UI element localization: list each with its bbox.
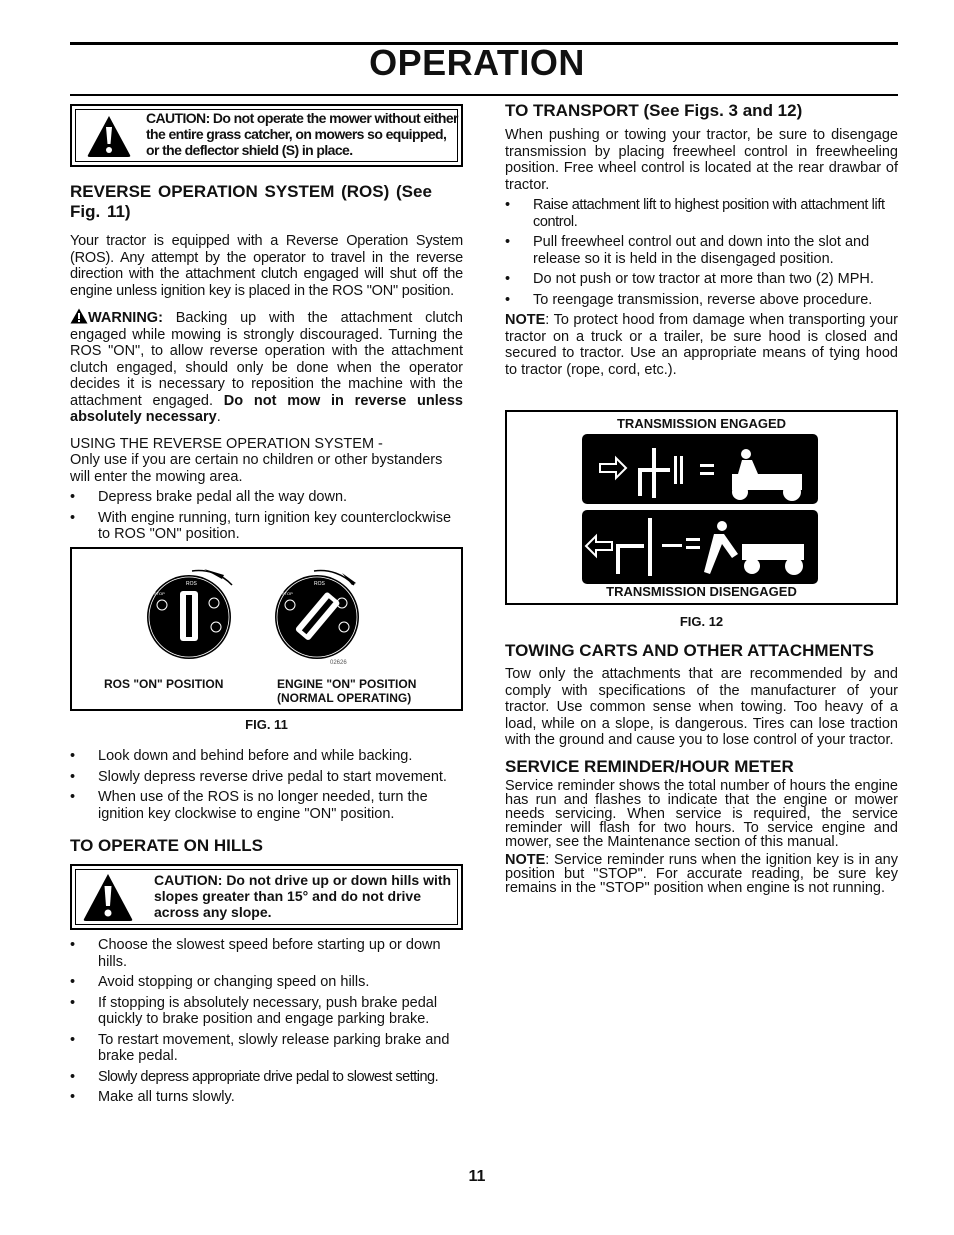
towing-heading: TOWING CARTS AND OTHER ATTACHMENTS [505, 641, 874, 660]
warning-text: Backing up with the attachment clutch engaged while mowing is strongly discouraged. Turning the ROS "ON", to allow reverse operation with the attachment clutch engaged, should only be done when the operator decides it is necessary to reposition the machine with the attachment engaged. [70, 310, 463, 409]
left-column [70, 182, 463, 547]
list-item: • With engine running, turn ignition key counterclockwise to ROS "ON" position. [70, 510, 463, 543]
transport-note [505, 312, 898, 378]
list-item: • Slowly depress reverse drive pedal to start movement. [70, 769, 463, 786]
list-item: • Avoid stopping or changing speed on hills. [70, 974, 463, 991]
warning-small-icon [70, 308, 88, 324]
svg-text:STOP: STOP [282, 591, 293, 596]
engine-on-switch [275, 571, 359, 659]
list-item: • To reengage transmission, reverse above procedure. [505, 292, 898, 309]
disengaged-panel [582, 510, 818, 584]
warning-bold: Do not mow in reverse unless absolutely necessary [70, 392, 463, 425]
svg-text:ROS: ROS [314, 581, 325, 587]
warning-label: WARNING: [88, 310, 163, 326]
list-item: • Pull freewheel control out and down into the slot and release so it is held in the disengaged position. [505, 234, 898, 267]
list-item: • Choose the slowest speed before starting up or down hills. [70, 937, 463, 970]
service-note [505, 853, 898, 895]
ros-warning [70, 308, 463, 426]
right-column-lower [505, 641, 898, 899]
list-item: • Depress brake pedal all the way down. [70, 489, 463, 506]
label-engine-on: ENGINE "ON" POSITION (NORMAL OPERATING) [277, 677, 417, 705]
note-label: NOTE [505, 312, 546, 328]
engaged-panel [582, 434, 818, 504]
label-disengaged: TRANSMISSION DISENGAGED [606, 584, 797, 599]
figure-11 [70, 547, 463, 711]
label-engaged: TRANSMISSION ENGAGED [616, 416, 786, 431]
warning-triangle-icon [82, 872, 134, 922]
page-number: 11 [468, 1168, 486, 1185]
using-text: Only use if you are certain no children or other bystanders will enter the mowing area. [70, 452, 443, 485]
list-item: • Make all turns slowly. [70, 1089, 463, 1106]
warning-end: . [216, 409, 221, 425]
caution-box-mower [70, 104, 463, 167]
note-text: : To protect hood from damage when transporting your tractor on a truck or a trailer, be sure hood is closed and secured to tractor. Use an appropriate means of tying hood to tractor (rope, cord, etc.). [505, 312, 898, 378]
list-item: • If stopping is absolutely necessary, push brake pedal quickly to brake position and engage parking brake. [70, 995, 463, 1028]
list-item: • Raise attachment lift to highest position with attachment lift control. [505, 197, 898, 230]
ros-heading: REVERSE OPERATION SYSTEM (ROS) (See Fig. 11) [70, 182, 432, 221]
hills-heading: TO OPERATE ON HILLS [70, 836, 263, 855]
caution-text-hills: CAUTION: Do not drive up or down hills with slopes greater than 15° and do not drive across any slope. [154, 872, 452, 920]
fig-12-caption: FIG. 12 [679, 614, 724, 629]
list-item: • To restart movement, slowly release parking brake and brake pedal. [70, 1032, 463, 1065]
service-heading: SERVICE REMINDER/HOUR METER [505, 756, 794, 776]
caution-box-hills [70, 864, 463, 930]
transport-intro: When pushing or towing your tractor, be sure to disengage transmission by placing freewheel control in freewheeling position. Free wheel control is located at the rear drawbar of tractor. [505, 127, 898, 193]
using-title: USING THE REVERSE OPERATION SYSTEM - [70, 435, 383, 452]
ros-on-switch [147, 569, 232, 659]
caution-text-mower: CAUTION: Do not operate the mower without either the entire grass catcher, on mowers so equipped, or the deflector shield (S) in place. [146, 110, 458, 158]
transmission-diagram [582, 434, 818, 584]
title-rule [70, 94, 898, 96]
fig-11-caption: FIG. 11 [245, 717, 288, 732]
label-ros-on: ROS "ON" POSITION [104, 677, 224, 691]
left-column-lower [70, 748, 463, 856]
warning-triangle-icon [86, 114, 132, 158]
list-item: • Do not push or tow tractor at more than two (2) MPH. [505, 271, 898, 288]
ros-intro: Your tractor is equipped with a Reverse Operation System (ROS). Any attempt by the operator to travel in the reverse direction with the attachment clutch engaged will shut off the engine unless ignition key is placed in the ROS "ON" position. [70, 233, 463, 299]
figure-12 [505, 410, 898, 605]
note-text: : Service reminder runs when the ignition key is in any position but "STOP". For accurate reading, be sure key remains in the "STOP" position when engine is not running. [505, 851, 898, 896]
right-column [505, 101, 898, 382]
svg-text:STOP: STOP [154, 591, 165, 596]
transport-heading: TO TRANSPORT (See Figs. 3 and 12) [505, 101, 803, 120]
list-item: • When use of the ROS is no longer needed, turn the ignition key clockwise to engine "ON" position. [70, 789, 463, 822]
list-item: • Slowly depress appropriate drive pedal to slowest setting. [70, 1069, 463, 1086]
list-item: • Look down and behind before and while backing. [70, 748, 463, 765]
towing-text: Tow only the attachments that are recommended by and comply with specifications of the manufacturer of your tractor. Use common sense when towing. Too heavy of a load, while on a slope, is dangerous. Tires can lose traction with the ground and cause you to lose control of your tractor. [505, 666, 898, 748]
svg-text:ROS: ROS [186, 581, 197, 587]
ignition-switch-diagram [142, 557, 392, 677]
note-label: NOTE [505, 851, 546, 868]
page-title: OPERATION [369, 42, 585, 83]
fig-code: 02626 [330, 660, 347, 666]
hills-list [70, 937, 463, 1110]
service-text: Service reminder shows the total number of hours the engine has run and flashes to indicate that the engine or mower needs servicing. When service is required, the service reminder will flash for two hours. To service engine and mower, see the Maintenance section of this manual. [505, 777, 898, 850]
